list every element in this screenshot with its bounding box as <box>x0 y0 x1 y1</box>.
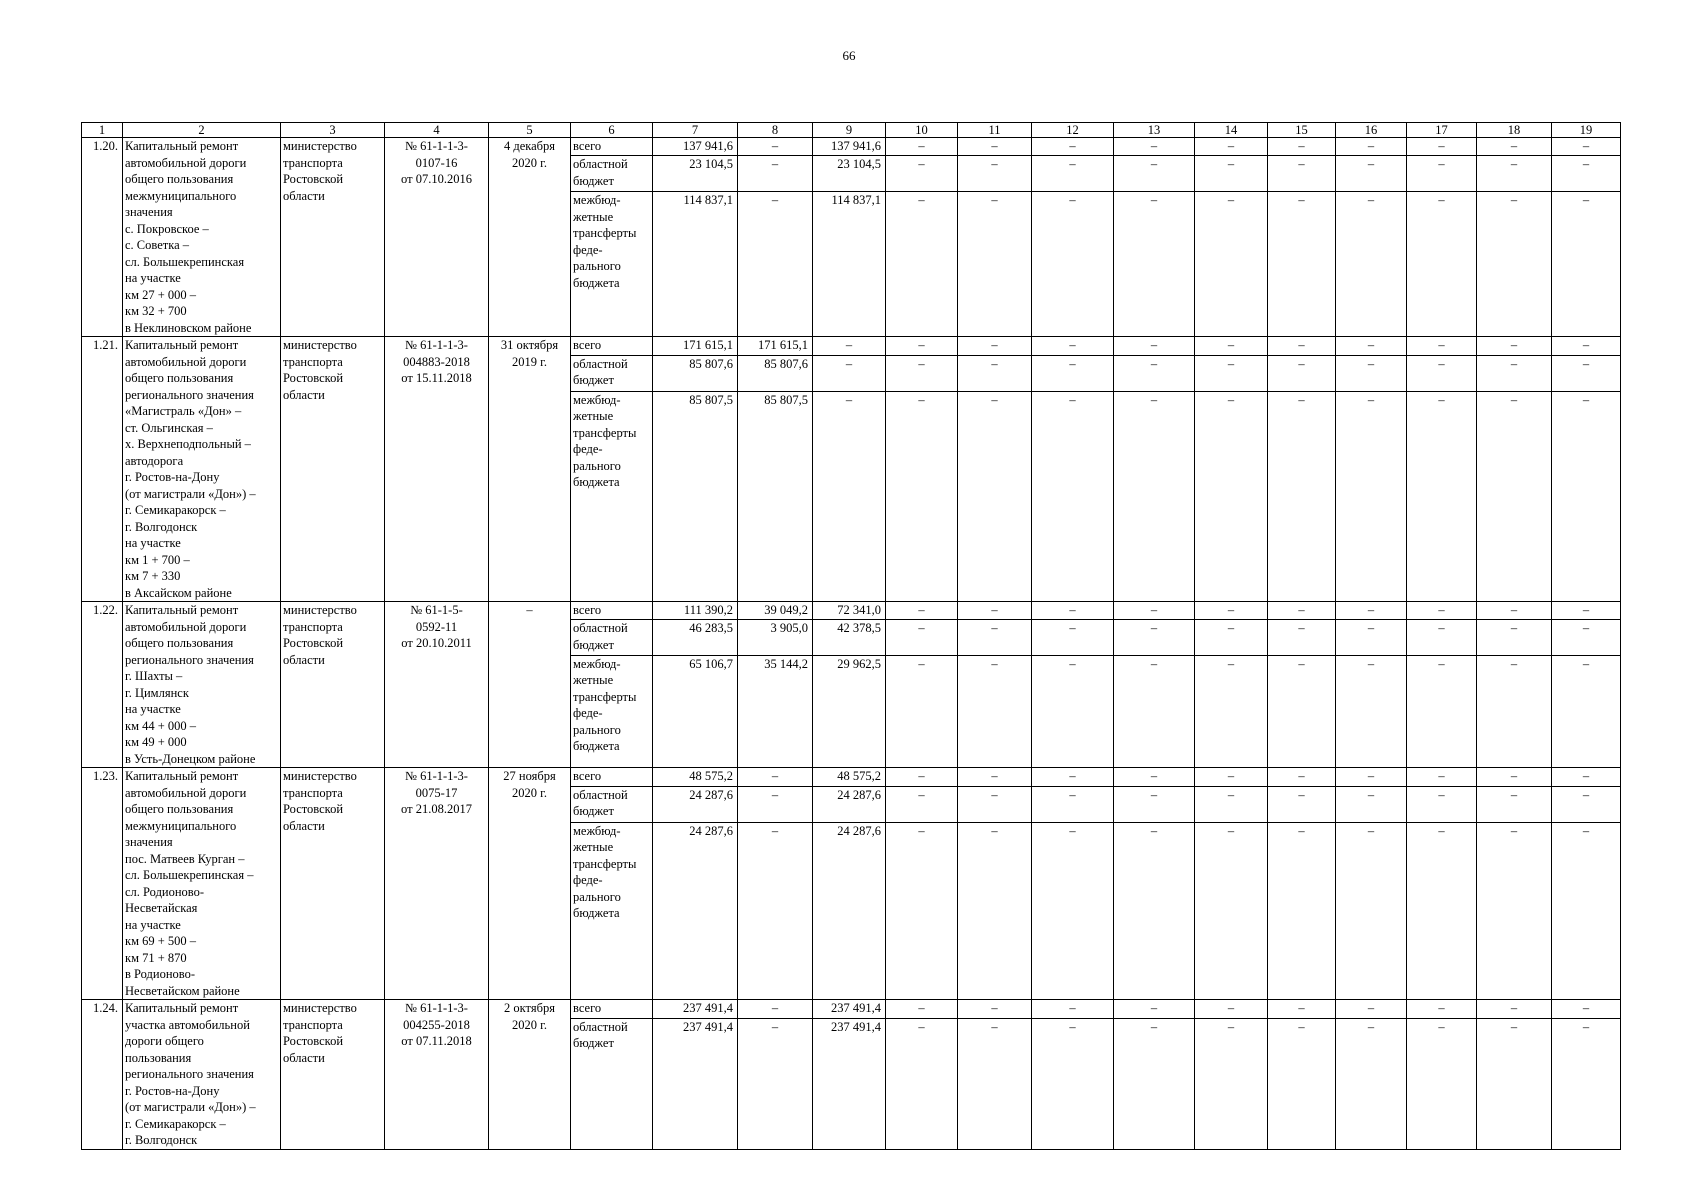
column-header: 13 <box>1114 123 1195 138</box>
funding-source: областной бюджет <box>571 355 653 391</box>
empty-year-cell: – <box>958 655 1032 767</box>
funding-source: межбюд- жетные трансферты феде- рального бюджета <box>571 391 653 601</box>
empty-year-cell: – <box>958 822 1032 999</box>
amount-cell: 85 807,5 <box>653 391 738 601</box>
empty-year-cell: – <box>1336 1018 1407 1149</box>
amount-cell: 23 104,5 <box>653 156 738 192</box>
empty-year-cell: – <box>1552 1018 1621 1149</box>
empty-year-cell: – <box>1032 337 1114 356</box>
empty-year-cell: – <box>1268 337 1336 356</box>
empty-year-cell: – <box>886 156 958 192</box>
amount-cell: 24 287,6 <box>813 822 886 999</box>
empty-year-cell: – <box>1336 1000 1407 1019</box>
program-table <box>81 122 1621 1150</box>
amount-cell: 48 575,2 <box>813 768 886 787</box>
column-header: 15 <box>1268 123 1336 138</box>
amount-cell: 171 615,1 <box>738 337 813 356</box>
empty-year-cell: – <box>1032 620 1114 656</box>
amount-cell: 48 575,2 <box>653 768 738 787</box>
empty-year-cell: – <box>1114 355 1195 391</box>
column-header: 16 <box>1336 123 1407 138</box>
amount-cell: 137 941,6 <box>653 138 738 156</box>
funding-source: областной бюджет <box>571 156 653 192</box>
empty-year-cell: – <box>1268 768 1336 787</box>
empty-year-cell: – <box>1552 391 1621 601</box>
amount-cell: 23 104,5 <box>813 156 886 192</box>
empty-year-cell: – <box>1032 1000 1114 1019</box>
empty-year-cell: – <box>1114 1000 1195 1019</box>
empty-year-cell: – <box>1477 1018 1552 1149</box>
empty-year-cell: – <box>1336 655 1407 767</box>
empty-year-cell: – <box>1032 1018 1114 1149</box>
column-header: 3 <box>281 123 385 138</box>
empty-year-cell: – <box>1268 620 1336 656</box>
funding-source: областной бюджет <box>571 620 653 656</box>
empty-year-cell: – <box>1195 768 1268 787</box>
amount-cell: 111 390,2 <box>653 602 738 620</box>
object-name: Капитальный ремонт автомобильной дороги общего пользования межмуниципального значения с. Покровское – с. Советка – сл. Большекрепинская на участке км 27 + 000 – км 32 + 700 в Неклиновском районе <box>123 138 281 337</box>
empty-year-cell: – <box>1407 786 1477 822</box>
column-header: 4 <box>385 123 489 138</box>
column-header: 9 <box>813 123 886 138</box>
funding-source: всего <box>571 337 653 356</box>
empty-year-cell: – <box>958 1000 1032 1019</box>
empty-year-cell: – <box>958 620 1032 656</box>
empty-year-cell: – <box>1336 337 1407 356</box>
empty-year-cell: – <box>886 620 958 656</box>
empty-year-cell: – <box>958 355 1032 391</box>
amount-cell: 29 962,5 <box>813 655 886 767</box>
empty-year-cell: – <box>1268 156 1336 192</box>
amount-cell: 65 106,7 <box>653 655 738 767</box>
amount-cell: 72 341,0 <box>813 602 886 620</box>
empty-year-cell: – <box>1477 822 1552 999</box>
empty-year-cell: – <box>1336 138 1407 156</box>
column-number-row <box>82 123 1621 138</box>
empty-year-cell: – <box>886 355 958 391</box>
empty-year-cell: – <box>886 786 958 822</box>
responsible-org: министерство транспорта Ростовской области <box>281 337 385 602</box>
completion-date: 31 октября 2019 г. <box>489 337 571 602</box>
amount-cell: – <box>738 138 813 156</box>
empty-year-cell: – <box>1195 138 1268 156</box>
empty-year-cell: – <box>1114 822 1195 999</box>
column-header: 11 <box>958 123 1032 138</box>
column-header: 10 <box>886 123 958 138</box>
empty-year-cell: – <box>886 337 958 356</box>
empty-year-cell: – <box>1268 786 1336 822</box>
entry-number: 1.22. <box>82 602 123 768</box>
completion-date: – <box>489 602 571 768</box>
completion-date: 2 октября 2020 г. <box>489 1000 571 1150</box>
completion-date: 27 ноября 2020 г. <box>489 768 571 1000</box>
empty-year-cell: – <box>1477 1000 1552 1019</box>
amount-cell: 237 491,4 <box>653 1000 738 1019</box>
empty-year-cell: – <box>1114 391 1195 601</box>
empty-year-cell: – <box>1336 355 1407 391</box>
empty-year-cell: – <box>1032 156 1114 192</box>
amount-cell: 237 491,4 <box>813 1018 886 1149</box>
entry-number: 1.24. <box>82 1000 123 1150</box>
empty-year-cell: – <box>1195 355 1268 391</box>
empty-year-cell: – <box>1477 786 1552 822</box>
empty-year-cell: – <box>886 822 958 999</box>
amount-cell: – <box>813 355 886 391</box>
empty-year-cell: – <box>958 138 1032 156</box>
page-number: 66 <box>842 48 856 63</box>
empty-year-cell: – <box>1268 655 1336 767</box>
empty-year-cell: – <box>1336 620 1407 656</box>
empty-year-cell: – <box>958 391 1032 601</box>
empty-year-cell: – <box>958 602 1032 620</box>
empty-year-cell: – <box>1552 768 1621 787</box>
empty-year-cell: – <box>1114 786 1195 822</box>
empty-year-cell: – <box>1195 655 1268 767</box>
empty-year-cell: – <box>958 768 1032 787</box>
amount-cell: 24 287,6 <box>653 822 738 999</box>
amount-cell: 237 491,4 <box>653 1018 738 1149</box>
empty-year-cell: – <box>1336 192 1407 337</box>
column-header: 1 <box>82 123 123 138</box>
empty-year-cell: – <box>1552 620 1621 656</box>
object-name: Капитальный ремонт участка автомобильной дороги общего пользования регионального значения г. Ростов-на-Дону (от магистрали «Дон») – г. Семикаракорск – г. Волгодонск <box>123 1000 281 1150</box>
responsible-org: министерство транспорта Ростовской области <box>281 768 385 1000</box>
empty-year-cell: – <box>1477 602 1552 620</box>
expertise-doc: № 61-1-1-3- 004883-2018 от 15.11.2018 <box>385 337 489 602</box>
table-row <box>82 602 1621 620</box>
empty-year-cell: – <box>1268 138 1336 156</box>
empty-year-cell: – <box>1407 156 1477 192</box>
amount-cell: 114 837,1 <box>813 192 886 337</box>
empty-year-cell: – <box>1032 192 1114 337</box>
empty-year-cell: – <box>1268 1018 1336 1149</box>
amount-cell: 237 491,4 <box>813 1000 886 1019</box>
funding-source: всего <box>571 138 653 156</box>
empty-year-cell: – <box>886 1018 958 1149</box>
empty-year-cell: – <box>1477 138 1552 156</box>
empty-year-cell: – <box>1268 822 1336 999</box>
empty-year-cell: – <box>1407 138 1477 156</box>
empty-year-cell: – <box>1552 192 1621 337</box>
amount-cell: 39 049,2 <box>738 602 813 620</box>
amount-cell: – <box>738 192 813 337</box>
empty-year-cell: – <box>1195 337 1268 356</box>
empty-year-cell: – <box>1114 620 1195 656</box>
empty-year-cell: – <box>958 786 1032 822</box>
column-header: 17 <box>1407 123 1477 138</box>
empty-year-cell: – <box>1552 655 1621 767</box>
empty-year-cell: – <box>1407 391 1477 601</box>
responsible-org: министерство транспорта Ростовской области <box>281 138 385 337</box>
empty-year-cell: – <box>1407 355 1477 391</box>
empty-year-cell: – <box>1552 602 1621 620</box>
empty-year-cell: – <box>1336 156 1407 192</box>
amount-cell: – <box>813 337 886 356</box>
expertise-doc: № 61-1-1-3- 0107-16 от 07.10.2016 <box>385 138 489 337</box>
empty-year-cell: – <box>958 156 1032 192</box>
empty-year-cell: – <box>1336 786 1407 822</box>
empty-year-cell: – <box>958 337 1032 356</box>
empty-year-cell: – <box>1114 768 1195 787</box>
amount-cell: – <box>738 156 813 192</box>
empty-year-cell: – <box>1114 138 1195 156</box>
amount-cell: 42 378,5 <box>813 620 886 656</box>
column-header: 12 <box>1032 123 1114 138</box>
empty-year-cell: – <box>1268 192 1336 337</box>
empty-year-cell: – <box>958 1018 1032 1149</box>
empty-year-cell: – <box>1407 655 1477 767</box>
amount-cell: 171 615,1 <box>653 337 738 356</box>
empty-year-cell: – <box>1336 391 1407 601</box>
column-header: 5 <box>489 123 571 138</box>
empty-year-cell: – <box>1552 822 1621 999</box>
expertise-doc: № 61-1-1-3- 0075-17 от 21.08.2017 <box>385 768 489 1000</box>
funding-source: межбюд- жетные трансферты феде- рального бюджета <box>571 822 653 999</box>
table-body <box>82 123 1621 1150</box>
empty-year-cell: – <box>1114 655 1195 767</box>
table-row <box>82 1000 1621 1019</box>
empty-year-cell: – <box>886 602 958 620</box>
empty-year-cell: – <box>1032 138 1114 156</box>
amount-cell: 85 807,6 <box>653 355 738 391</box>
empty-year-cell: – <box>958 192 1032 337</box>
empty-year-cell: – <box>1407 768 1477 787</box>
amount-cell: – <box>738 786 813 822</box>
column-header: 18 <box>1477 123 1552 138</box>
object-name: Капитальный ремонт автомобильной дороги общего пользования межмуниципального значения пос. Матвеев Курган – сл. Большекрепинская – сл. Родионово- Несветайская на участке км 69 + 500 – км 71 + 870 в Родионово- Несветайском районе <box>123 768 281 1000</box>
expertise-doc: № 61-1-1-3- 004255-2018 от 07.11.2018 <box>385 1000 489 1150</box>
funding-source: областной бюджет <box>571 1018 653 1149</box>
column-header: 7 <box>653 123 738 138</box>
empty-year-cell: – <box>1407 192 1477 337</box>
amount-cell: 24 287,6 <box>813 786 886 822</box>
responsible-org: министерство транспорта Ростовской области <box>281 1000 385 1150</box>
funding-source: всего <box>571 768 653 787</box>
funding-source: межбюд- жетные трансферты феде- рального бюджета <box>571 192 653 337</box>
object-name: Капитальный ремонт автомобильной дороги общего пользования регионального значения «Магистраль «Дон» – ст. Ольгинская – х. Верхнеподпольный – автодорога г. Ростов-на-Дону (от магистрали «Дон») – г. Семикаракорск – г. Волгодонск на участке км 1 + 700 – км 7 + 330 в Аксайском районе <box>123 337 281 602</box>
empty-year-cell: – <box>1552 355 1621 391</box>
empty-year-cell: – <box>1477 620 1552 656</box>
table-row <box>82 768 1621 787</box>
empty-year-cell: – <box>1268 1000 1336 1019</box>
column-header: 6 <box>571 123 653 138</box>
amount-cell: – <box>738 768 813 787</box>
amount-cell: 114 837,1 <box>653 192 738 337</box>
empty-year-cell: – <box>1336 822 1407 999</box>
amount-cell: 46 283,5 <box>653 620 738 656</box>
empty-year-cell: – <box>1268 355 1336 391</box>
amount-cell: 35 144,2 <box>738 655 813 767</box>
column-header: 8 <box>738 123 813 138</box>
amount-cell: 85 807,6 <box>738 355 813 391</box>
empty-year-cell: – <box>1195 1018 1268 1149</box>
empty-year-cell: – <box>1407 602 1477 620</box>
empty-year-cell: – <box>1407 822 1477 999</box>
empty-year-cell: – <box>1195 822 1268 999</box>
empty-year-cell: – <box>1477 391 1552 601</box>
empty-year-cell: – <box>1477 192 1552 337</box>
empty-year-cell: – <box>1552 1000 1621 1019</box>
empty-year-cell: – <box>886 1000 958 1019</box>
completion-date: 4 декабря 2020 г. <box>489 138 571 337</box>
empty-year-cell: – <box>1032 768 1114 787</box>
empty-year-cell: – <box>1477 337 1552 356</box>
column-header: 19 <box>1552 123 1621 138</box>
empty-year-cell: – <box>1477 768 1552 787</box>
amount-cell: 24 287,6 <box>653 786 738 822</box>
empty-year-cell: – <box>1195 156 1268 192</box>
entry-number: 1.21. <box>82 337 123 602</box>
empty-year-cell: – <box>1477 355 1552 391</box>
empty-year-cell: – <box>1477 655 1552 767</box>
empty-year-cell: – <box>1032 391 1114 601</box>
empty-year-cell: – <box>1552 156 1621 192</box>
empty-year-cell: – <box>1032 655 1114 767</box>
object-name: Капитальный ремонт автомобильной дороги общего пользования регионального значения г. Шахты – г. Цимлянск на участке км 44 + 000 – км 49 + 000 в Усть-Донецком районе <box>123 602 281 768</box>
entry-number: 1.23. <box>82 768 123 1000</box>
entry-number: 1.20. <box>82 138 123 337</box>
empty-year-cell: – <box>1407 1000 1477 1019</box>
expertise-doc: № 61-1-5- 0592-11 от 20.10.2011 <box>385 602 489 768</box>
empty-year-cell: – <box>1195 786 1268 822</box>
empty-year-cell: – <box>1336 602 1407 620</box>
empty-year-cell: – <box>1114 337 1195 356</box>
empty-year-cell: – <box>1552 337 1621 356</box>
empty-year-cell: – <box>1032 786 1114 822</box>
empty-year-cell: – <box>1114 192 1195 337</box>
funding-source: межбюд- жетные трансферты феде- рального бюджета <box>571 655 653 767</box>
amount-cell: – <box>813 391 886 601</box>
column-header: 2 <box>123 123 281 138</box>
empty-year-cell: – <box>1268 602 1336 620</box>
amount-cell: – <box>738 822 813 999</box>
funding-source: всего <box>571 1000 653 1019</box>
table-row <box>82 337 1621 356</box>
empty-year-cell: – <box>1407 1018 1477 1149</box>
empty-year-cell: – <box>1195 620 1268 656</box>
amount-cell: 3 905,0 <box>738 620 813 656</box>
empty-year-cell: – <box>1032 355 1114 391</box>
empty-year-cell: – <box>1114 156 1195 192</box>
empty-year-cell: – <box>1195 1000 1268 1019</box>
funding-source: всего <box>571 602 653 620</box>
empty-year-cell: – <box>1032 602 1114 620</box>
empty-year-cell: – <box>1552 786 1621 822</box>
amount-cell: – <box>738 1018 813 1149</box>
responsible-org: министерство транспорта Ростовской области <box>281 602 385 768</box>
empty-year-cell: – <box>1268 391 1336 601</box>
amount-cell: – <box>738 1000 813 1019</box>
empty-year-cell: – <box>1477 156 1552 192</box>
funding-source: областной бюджет <box>571 786 653 822</box>
empty-year-cell: – <box>1407 337 1477 356</box>
empty-year-cell: – <box>886 192 958 337</box>
empty-year-cell: – <box>1114 602 1195 620</box>
amount-cell: 137 941,6 <box>813 138 886 156</box>
column-header: 14 <box>1195 123 1268 138</box>
empty-year-cell: – <box>886 391 958 601</box>
empty-year-cell: – <box>1114 1018 1195 1149</box>
empty-year-cell: – <box>1195 192 1268 337</box>
empty-year-cell: – <box>886 138 958 156</box>
empty-year-cell: – <box>886 655 958 767</box>
amount-cell: 85 807,5 <box>738 391 813 601</box>
empty-year-cell: – <box>1336 768 1407 787</box>
empty-year-cell: – <box>1032 822 1114 999</box>
empty-year-cell: – <box>1407 620 1477 656</box>
empty-year-cell: – <box>1195 391 1268 601</box>
table-row <box>82 138 1621 156</box>
empty-year-cell: – <box>1195 602 1268 620</box>
empty-year-cell: – <box>1552 138 1621 156</box>
empty-year-cell: – <box>886 768 958 787</box>
